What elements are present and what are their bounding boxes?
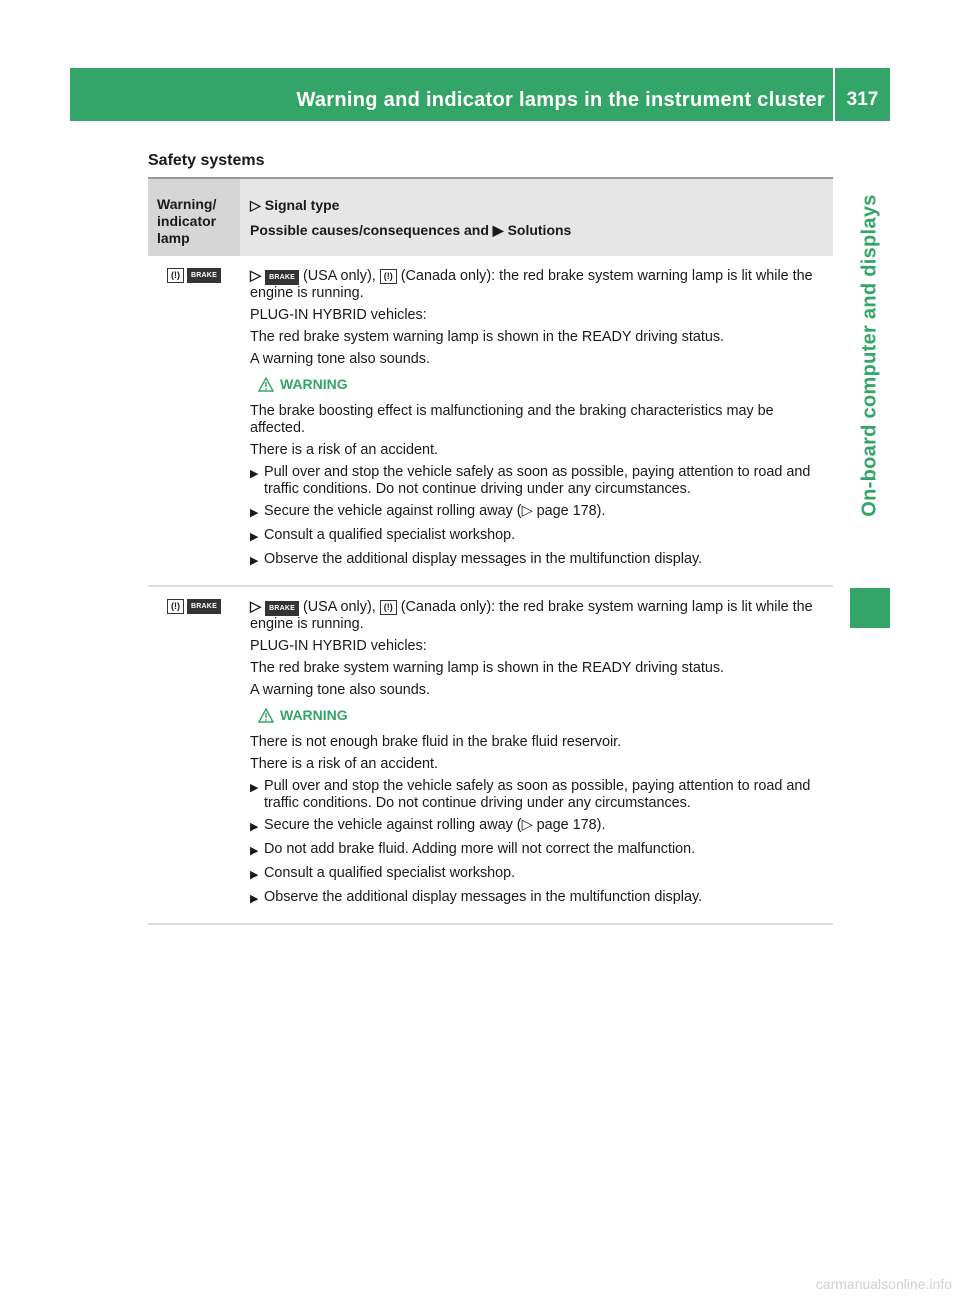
bullet-arrow-icon: ▶ [250, 555, 259, 567]
bullet-arrow-icon: ▶ [250, 845, 259, 857]
causes-label: Possible causes/consequences and [250, 222, 489, 238]
brake-circle-lamp-icon: (!) [380, 269, 397, 284]
bullet-arrow-icon: ▶ [250, 782, 259, 794]
list-item: ▶ Secure the vehicle against rolling away (▷ page 178). [250, 817, 827, 836]
signal-triangle-icon: ▷ [250, 197, 261, 213]
brake-lamp-icon: BRAKE [187, 599, 221, 614]
warning-triangle-icon [258, 377, 274, 392]
section-title: Safety systems [148, 152, 265, 169]
warning-label: WARNING [280, 707, 348, 723]
page-header-title: Warning and indicator lamps in the instrument cluster [296, 89, 825, 111]
table-header [148, 177, 833, 256]
solutions-label: Solutions [507, 222, 572, 238]
intro-text: (USA only), [302, 599, 376, 615]
intro-text-cont: (Canada only): the red brake system warning lamp is lit while the engine is running. [250, 268, 813, 301]
cause-text: The brake boosting effect is malfunctioning and the braking characteristics may be affected. [250, 403, 774, 436]
list-item: ▶ Observe the additional display messages in the multifunction display. [250, 551, 827, 570]
watermark: carmanualsonline.info [815, 1276, 952, 1292]
brake-lamp-icon: BRAKE [265, 601, 299, 616]
risk-text: There is a risk of an accident. [250, 442, 438, 458]
list-item: ▶ Do not add brake fluid. Adding more will not correct the malfunction. [250, 841, 827, 860]
table-row [148, 256, 833, 587]
brake-lamp-icon: BRAKE [187, 268, 221, 283]
table-row [148, 587, 833, 925]
plug-in-text: PLUG-IN HYBRID vehicles: [250, 307, 427, 323]
ready-text: The red brake system warning lamp is shown in the READY driving status. [250, 329, 725, 345]
tone-text: A warning tone also sounds. [250, 682, 431, 698]
intro-text: (USA only), [302, 268, 376, 284]
bullet-arrow-icon: ▶ [250, 893, 259, 905]
warning-heading [258, 376, 827, 393]
column-header-signal [240, 179, 833, 256]
bullet-arrow-icon: ▶ [250, 531, 259, 543]
ready-text: The red brake system warning lamp is shown in the READY driving status. [250, 660, 725, 676]
list-item: ▶ Pull over and stop the vehicle safely as soon as possible, paying attention to road and traffic conditions. Do not continue driving under any circumstances. [250, 778, 811, 811]
bullet-arrow-icon: ▶ [250, 468, 259, 480]
side-chapter-label: On-board computer and displays [858, 193, 881, 517]
brake-circle-lamp-icon: (!) [380, 600, 397, 615]
warning-label: WARNING [280, 376, 348, 392]
bullet-arrow-icon: ▶ [250, 821, 259, 833]
bullet-arrow-icon: ▶ [250, 507, 259, 519]
solution-arrow-icon: ▶ [492, 222, 504, 238]
page-number: 317 [846, 89, 879, 110]
list-item: ▶ Consult a qualified specialist workshop. [250, 865, 827, 884]
warning-triangle-icon [258, 708, 274, 723]
column-header-lamp: Warning/ indicator lamp [148, 179, 240, 256]
list-item: ▶ Pull over and stop the vehicle safely as soon as possible, paying attention to road and traffic conditions. Do not continue driving under any circumstances. [250, 464, 811, 497]
brake-circle-lamp-icon: (!) [167, 599, 184, 614]
tone-text: A warning tone also sounds. [250, 351, 431, 367]
description-cell [240, 587, 833, 923]
list-item: ▶ Secure the vehicle against rolling away (▷ page 178). [250, 503, 827, 522]
cause-text: There is not enough brake fluid in the brake fluid reservoir. [250, 734, 622, 750]
signal-triangle-icon: ▷ [250, 599, 262, 615]
side-chapter-tab [850, 140, 890, 570]
signal-type-label: Signal type [264, 197, 340, 213]
warning-heading [258, 707, 827, 724]
brake-lamp-icon: BRAKE [265, 270, 299, 285]
signal-triangle-icon: ▷ [250, 268, 262, 284]
lamp-cell [148, 256, 240, 585]
lamp-cell [148, 587, 240, 923]
warning-lamp-table [148, 177, 833, 925]
risk-text: There is a risk of an accident. [250, 756, 438, 772]
description-cell [240, 256, 833, 585]
side-tab-marker [850, 588, 890, 628]
list-item: ▶ Observe the additional display messages in the multifunction display. [250, 889, 827, 908]
brake-circle-lamp-icon: (!) [167, 268, 184, 283]
list-item: ▶ Consult a qualified specialist workshop. [250, 527, 827, 546]
intro-text-cont: (Canada only): the red brake system warning lamp is lit while the engine is running. [250, 599, 813, 632]
bullet-arrow-icon: ▶ [250, 869, 259, 881]
plug-in-text: PLUG-IN HYBRID vehicles: [250, 638, 427, 654]
